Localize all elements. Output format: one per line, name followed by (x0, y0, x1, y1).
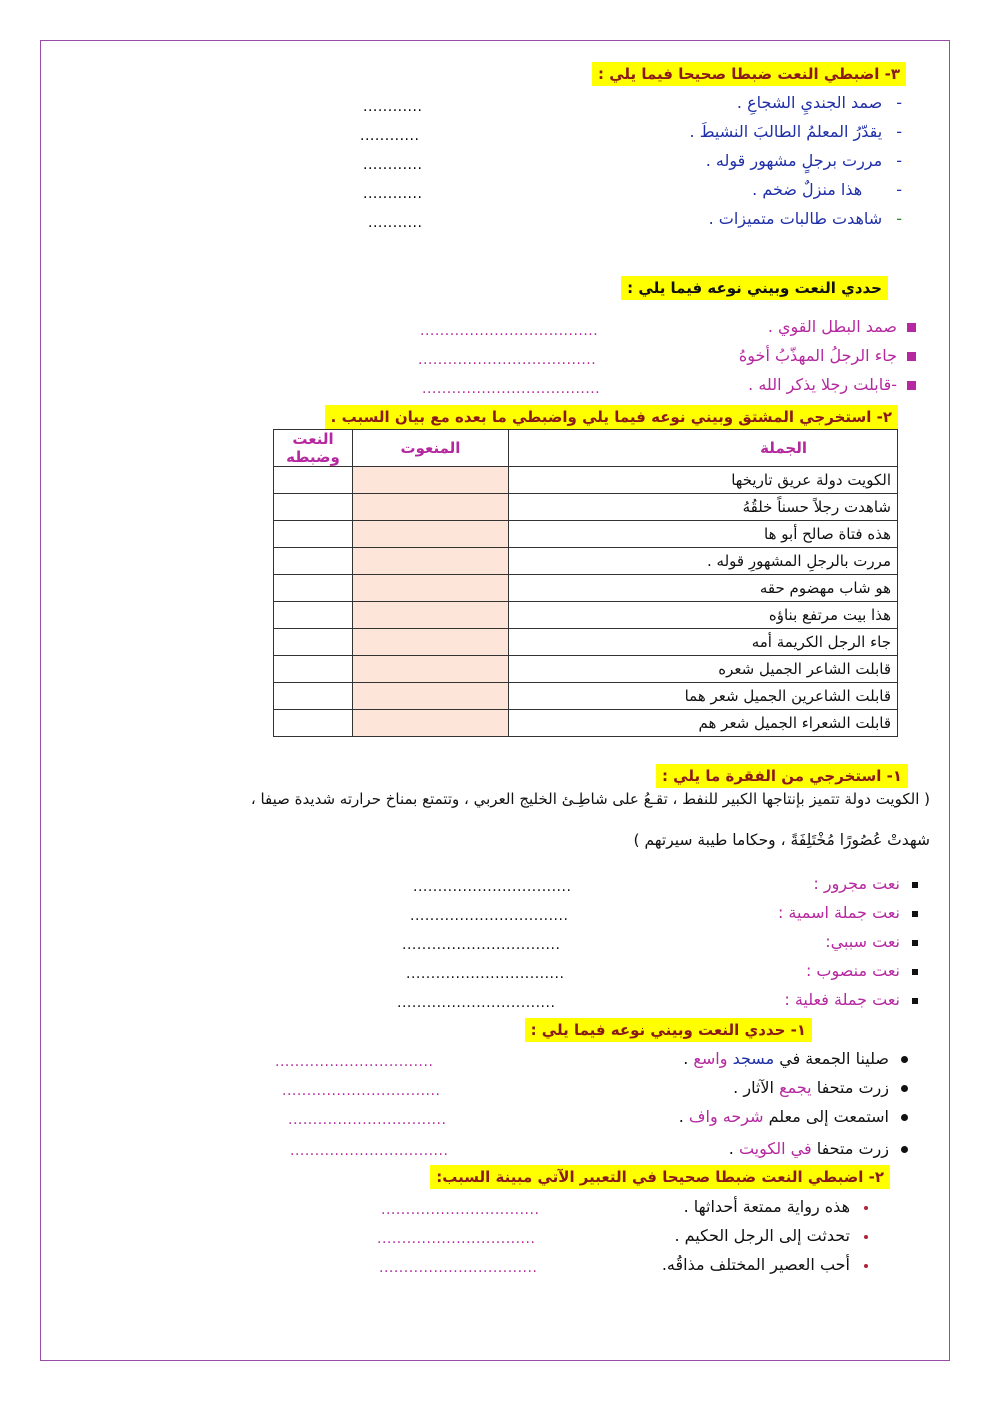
item-text: شاهدت طالبات متميزات . (708, 209, 883, 228)
dash: - (896, 93, 902, 112)
sentence-cell: هذه فتاة صالح أبو ها (509, 521, 898, 548)
table-row (274, 548, 898, 575)
bullet-icon (912, 940, 918, 946)
table-row (274, 629, 898, 656)
item-text: هذا منزلٌ ضخم . (752, 180, 863, 199)
table-header-row (274, 430, 898, 467)
answer-blank[interactable]: ................................ (381, 1202, 540, 1218)
adjective-cell[interactable] (274, 575, 353, 602)
list-item (729, 1138, 908, 1160)
item-text: هذه رواية ممتعة أحداثها . (683, 1197, 850, 1216)
adjective-cell[interactable] (274, 710, 353, 737)
section-3-title: ٣- اضبطي النعت ضبطا صحيحا فيما يلي : (592, 62, 906, 86)
passage-line-1: ( الكويت دولة تتميز بإنتاجها الكبير للنفط ، تقـعُ على شاطِـئ الخليج العربي ، وتتمتع بمناخ حرارته شديدة صيفا ، (250, 790, 930, 808)
list-item (806, 960, 918, 982)
described-cell[interactable] (353, 656, 509, 683)
list-item (813, 873, 918, 895)
list-item (706, 150, 902, 172)
bullet-icon (901, 1085, 908, 1092)
list-item (825, 931, 918, 953)
item-text: -قابلت رجلا يذكر الله . (748, 375, 897, 394)
answer-blank[interactable]: ............ (363, 99, 423, 115)
answer-blank[interactable]: ................................ (379, 1260, 538, 1276)
answer-blank[interactable]: ................................ (377, 1231, 536, 1247)
item-text: صمد البطل القوي . (767, 317, 897, 336)
list-item (690, 121, 902, 143)
item-label: نعت منصوب : (805, 961, 900, 980)
item-text: أحب العصير المختلف مذاقُه. (661, 1255, 850, 1274)
parse-title: ٢- اضبطي النعت ضبطا صحيحا في التعبير الآتي مبينة السبب: (430, 1165, 890, 1189)
answer-blank[interactable]: ................................ (402, 937, 561, 953)
item-text: جاء الرجلُ المهذّبُ أخوهُ (738, 346, 897, 365)
highlight-word: واف (688, 1107, 718, 1126)
list-item (748, 374, 916, 396)
column-header-adjective: النعت وضبطه (274, 430, 353, 467)
highlight-word: واسع (693, 1049, 728, 1068)
square-bullet-icon (907, 352, 916, 361)
identify-title: حددي النعت وبيني نوعه فيما يلي : (621, 276, 888, 300)
bullet-icon (901, 1146, 908, 1153)
item-label: نعت مجرور : (813, 874, 900, 893)
bullet-icon (912, 969, 918, 975)
item-text: الآثار . (733, 1078, 780, 1097)
bullet-icon (864, 1264, 868, 1268)
answer-blank[interactable]: .................................... (420, 323, 599, 339)
item-text: زرت متحفا (811, 1139, 889, 1158)
described-cell[interactable] (353, 629, 509, 656)
sentence-cell: قابلت الشعراء الجميل شعر هم (509, 710, 898, 737)
item-text: . (683, 1049, 694, 1068)
answer-blank[interactable]: ................................ (410, 908, 569, 924)
item-label: نعت جملة فعلية : (784, 990, 900, 1009)
bullet-icon (901, 1114, 908, 1121)
described-cell[interactable] (353, 467, 509, 494)
item-text: . (678, 1107, 689, 1126)
answer-blank[interactable]: ................................ (290, 1143, 449, 1159)
dash: - (896, 122, 902, 141)
highlight-word: شرحه (722, 1107, 764, 1126)
highlight-word: مسجد (732, 1049, 775, 1068)
list-item (737, 92, 902, 114)
square-bullet-icon (907, 323, 916, 332)
bullet-icon (864, 1235, 868, 1239)
sentence-cell: شاهدت رجلاً حسناً خلقُهُ (509, 494, 898, 521)
sentence-cell: جاء الرجل الكريمة أمه (509, 629, 898, 656)
analysis-table (273, 429, 898, 737)
adjective-cell[interactable] (274, 494, 353, 521)
answer-blank[interactable]: ............ (363, 186, 423, 202)
list-item (768, 316, 916, 338)
list-item (739, 345, 916, 367)
table-row (274, 683, 898, 710)
list-item (674, 1225, 868, 1247)
list-item (733, 1077, 908, 1099)
list-item (784, 989, 918, 1011)
adjective-cell[interactable] (274, 683, 353, 710)
sentence-cell: قابلت الشاعرين الجميل شعر هما (509, 683, 898, 710)
adjective-cell[interactable] (274, 602, 353, 629)
table-section-title: ٢- استخرجي المشتق وبيني نوعه فيما يلي واضبطي ما بعده مع بيان السبب . (325, 405, 898, 429)
item-text: استمعت إلى معلم (763, 1107, 889, 1126)
table-row (274, 521, 898, 548)
dash: - (896, 209, 902, 228)
sentence-cell: هو شاب مهضوم حقه (509, 575, 898, 602)
described-cell[interactable] (353, 521, 509, 548)
bullet-icon (912, 911, 918, 917)
list-item (679, 1106, 908, 1128)
item-text: مررت برجلٍ مشهور قوله . (705, 151, 883, 170)
list-item (709, 208, 902, 230)
answer-blank[interactable]: ................................ (406, 966, 565, 982)
answer-blank[interactable]: ........... (368, 215, 423, 231)
described-cell[interactable] (353, 683, 509, 710)
described-cell[interactable] (353, 575, 509, 602)
table-row (274, 575, 898, 602)
item-text: يقدّرُ المعلمُ الطالبَ النشيطَ . (689, 122, 883, 141)
column-header-described: المنعوت (353, 430, 509, 467)
table-row (274, 467, 898, 494)
list-item (683, 1048, 908, 1070)
item-label: نعت سببي: (825, 932, 900, 951)
item-text: . (728, 1139, 739, 1158)
passage-line-2: شهدتْ عُصُورًا مُخْتَلِفَةً ، وحكاما طيبة سيرتهم ) (633, 831, 930, 849)
adjective-cell[interactable] (274, 467, 353, 494)
sentence-cell: قابلت الشاعر الجميل شعره (509, 656, 898, 683)
adjective-cell[interactable] (274, 548, 353, 575)
adjective-cell[interactable] (274, 521, 353, 548)
dash: - (896, 180, 902, 199)
table-row (274, 656, 898, 683)
item-text: صمد الجنديِ الشجاعِ . (736, 93, 883, 112)
bullet-icon (901, 1056, 908, 1063)
dash: - (896, 151, 902, 170)
adjective-cell[interactable] (274, 629, 353, 656)
answer-blank[interactable]: ................................ (413, 879, 572, 895)
item-text: تحدثت إلى الرجل الحكيم . (674, 1226, 850, 1245)
list-item (662, 1254, 868, 1276)
described-cell[interactable] (353, 548, 509, 575)
answer-blank[interactable]: ................................ (282, 1083, 441, 1099)
list-item (778, 902, 918, 924)
table-row (274, 710, 898, 737)
highlight-word: يجمع (779, 1078, 812, 1097)
answer-blank[interactable]: ................................ (288, 1112, 447, 1128)
highlight-word: في الكويت (738, 1139, 812, 1158)
described-cell[interactable] (353, 710, 509, 737)
answer-blank[interactable]: ............ (360, 128, 420, 144)
column-header-sentence: الجملة (509, 430, 898, 467)
bullet-icon (864, 1206, 868, 1210)
list-item (752, 179, 902, 201)
answer-blank[interactable]: ............ (363, 157, 423, 173)
answer-blank[interactable]: ................................ (275, 1054, 434, 1070)
sentence-cell: هذا بيت مرتفع بناؤه (509, 602, 898, 629)
list-item (684, 1196, 868, 1218)
square-bullet-icon (907, 381, 916, 390)
sentence-cell: الكويت دولة عريق تاريخها (509, 467, 898, 494)
item-text: صلينا الجمعة في (774, 1049, 889, 1068)
table-row (274, 602, 898, 629)
described-cell[interactable] (353, 494, 509, 521)
extract-title: ١- استخرجي من الفقرة ما يلي : (656, 764, 908, 788)
bullet-icon (912, 998, 918, 1004)
identify-2-title: ١- حددي النعت وبيني نوعه فيما يلي : (525, 1018, 812, 1042)
answer-blank[interactable]: .................................... (422, 381, 601, 397)
item-text: زرت متحفا (811, 1078, 889, 1097)
sentence-cell: مررت بالرجلِ المشهورِ قوله . (509, 548, 898, 575)
item-label: نعت جملة اسمية : (777, 903, 900, 922)
described-cell[interactable] (353, 602, 509, 629)
answer-blank[interactable]: ................................ (397, 995, 556, 1011)
bullet-icon (912, 882, 918, 888)
answer-blank[interactable]: .................................... (418, 352, 597, 368)
table-row (274, 494, 898, 521)
adjective-cell[interactable] (274, 656, 353, 683)
